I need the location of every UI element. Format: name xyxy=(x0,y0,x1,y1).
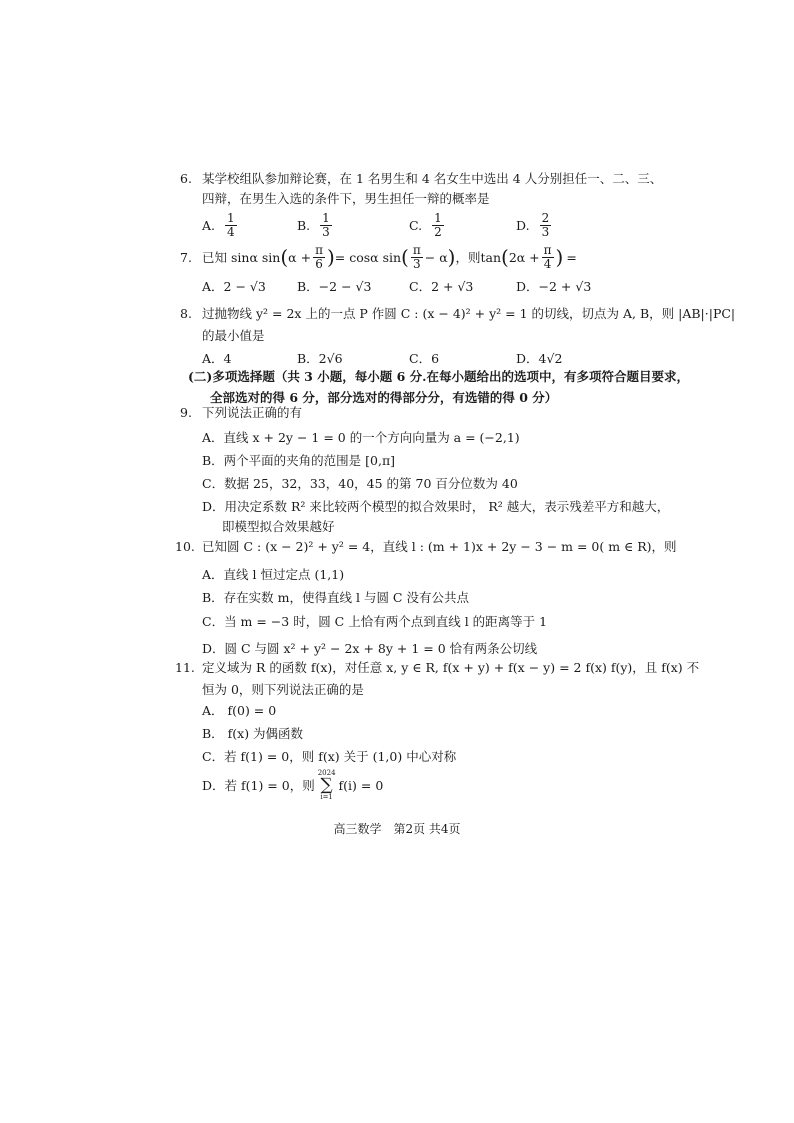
question-7 xyxy=(180,244,620,295)
question-text: 定义域为 R 的函数 f(x)，对任意 x, y ∈ R, f(x + y) + f(x − y) = 2 f(x) f(y)，且 f(x) 不 xyxy=(202,660,700,675)
question-8 xyxy=(180,306,736,367)
page-footer: 高三数学 第2页 共4页 xyxy=(333,822,461,836)
denominator: 3 xyxy=(412,257,421,272)
question-text: 四辩，在男生入选的条件下，男生担任一辩的概率是 xyxy=(202,190,490,206)
summation xyxy=(318,770,336,801)
option-c: C．6 xyxy=(409,351,440,367)
option-a: A．2 − √3 xyxy=(202,279,266,295)
fraction xyxy=(225,212,237,239)
option-b: B．两个平面的夹角的范围是 [0,π] xyxy=(202,453,396,469)
question-number: 11. xyxy=(175,660,195,675)
question-9 xyxy=(180,405,670,535)
numerator: 1 xyxy=(322,211,330,226)
fraction xyxy=(542,244,554,271)
option-letter: D. xyxy=(516,218,530,234)
option-letter: B. xyxy=(297,218,311,234)
denominator: 6 xyxy=(315,257,323,272)
question-11 xyxy=(175,660,700,802)
denominator: 4 xyxy=(543,257,552,272)
question-text: 已知圆 C : (x − 2)² + y² = 4，直线 l : (m + 1)x + 2y − 3 − m = 0( m ∈ R)，则 xyxy=(202,539,677,554)
paren-open: ( xyxy=(501,245,509,270)
numerator: π xyxy=(412,243,421,257)
option-letter: A. xyxy=(202,218,216,234)
fraction xyxy=(540,212,552,239)
fraction xyxy=(320,212,332,239)
option-b: B．2√6 xyxy=(297,351,343,367)
option-d xyxy=(516,212,553,239)
fraction xyxy=(411,244,423,271)
denominator: 2 xyxy=(434,225,442,240)
question-text: 某学校组队参加辩论赛，在 1 名男生和 4 名女生中选出 4 人分别担任一、二、三、 xyxy=(202,171,663,186)
option-a: A．直线 x + 2y − 1 = 0 的一个方向向量为 a = (−2,1) xyxy=(202,429,520,445)
question-text: 下列说法正确的有 xyxy=(202,405,303,420)
question-number: 7. xyxy=(180,249,192,265)
math-term: − α xyxy=(424,249,448,265)
section-instruction: 全部选对的得 6 分，部分选对的得部分分，有选错的得 0 分） xyxy=(210,389,558,405)
option-a: A．4 xyxy=(202,351,232,367)
options-row xyxy=(180,279,620,295)
paren-close: ) xyxy=(326,245,335,270)
numerator: 1 xyxy=(434,211,442,226)
option-d: D．−2 + √3 xyxy=(516,279,592,295)
math-term: sinα sin xyxy=(231,249,281,265)
option-d: D．4√2 xyxy=(516,351,563,367)
option-letter: C. xyxy=(409,218,423,234)
math-term: = cosα sin xyxy=(334,249,402,265)
question-text: 过抛物线 y² = 2x 上的一点 P 作圆 C : (x − 4)² + y² = 1 的切线，切点为 A, B，则 |AB|·|PC| xyxy=(202,306,736,321)
option-text: f(i) = 0 xyxy=(338,777,384,793)
paren-open: ( xyxy=(280,245,289,270)
option-c: C．2 + √3 xyxy=(409,279,474,295)
numerator: 2 xyxy=(541,211,550,226)
question-10 xyxy=(175,539,677,656)
denominator: 4 xyxy=(227,225,235,240)
question-number: 8. xyxy=(180,306,192,321)
option-d xyxy=(175,770,615,801)
question-number: 6. xyxy=(180,171,192,186)
fraction xyxy=(432,212,444,239)
paren-open: ( xyxy=(401,245,409,270)
math-term: α + xyxy=(288,249,312,265)
question-6 xyxy=(180,171,663,240)
option-c: C．数据 25，32，33，40，45 的第 70 百分位数为 40 xyxy=(202,475,518,491)
paren-close: ) xyxy=(555,245,564,270)
options-row xyxy=(180,351,620,367)
section-header-multiple-choice xyxy=(188,369,689,405)
option-b: B．−2 − √3 xyxy=(297,279,372,295)
question-text: 已知 xyxy=(202,249,228,265)
option-a: A．直线 l 恒过定点 (1,1) xyxy=(202,566,345,582)
option-a: A． f(0) = 0 xyxy=(202,703,277,719)
option-d-continued: 即模型拟合效果越好 xyxy=(222,519,335,535)
option-d: D．圆 C 与圆 x² + y² − 2x + 8y + 1 = 0 恰有两条公切线 xyxy=(202,640,538,656)
question-text: 的最小值是 xyxy=(202,327,265,343)
section-instruction: (二)多项选择题（共 3 小题，每小题 6 分.在每小题给出的选项中，有多项符合题目要求， xyxy=(188,369,689,384)
summation-sign: ∑ xyxy=(320,775,333,796)
numerator: 1 xyxy=(227,211,235,226)
numerator: π xyxy=(315,243,323,257)
question-text: ，则 xyxy=(455,249,481,265)
numerator: π xyxy=(543,243,552,257)
math-term: tan xyxy=(480,249,501,265)
option-a xyxy=(202,212,297,239)
options-row xyxy=(180,212,620,239)
question-number: 10. xyxy=(175,539,195,554)
summation-upper: 2024 xyxy=(317,769,336,778)
math-term: = xyxy=(566,249,577,265)
summation-lower: i=1 xyxy=(320,793,333,802)
option-b: B．存在实数 m，使得直线 l 与圆 C 没有公共点 xyxy=(202,590,469,606)
math-term: 2α + xyxy=(508,249,540,265)
option-b: B． f(x) 为偶函数 xyxy=(202,725,304,741)
question-number: 9. xyxy=(180,405,192,420)
option-c: C．若 f(1) = 0，则 f(x) 关于 (1,0) 中心对称 xyxy=(202,748,457,764)
denominator: 3 xyxy=(322,225,330,240)
paren-close: ) xyxy=(447,245,456,270)
option-c: C．当 m = −3 时，圆 C 上恰有两个点到直线 l 的距离等于 1 xyxy=(202,613,548,629)
option-c xyxy=(409,212,516,239)
fraction xyxy=(313,244,325,271)
denominator: 3 xyxy=(541,225,550,240)
option-b xyxy=(297,212,409,239)
option-d: D．用决定系数 R² 来比较两个模型的拟合效果时， R² 越大，表示残差平方和越大， xyxy=(202,498,670,514)
option-text: D．若 f(1) = 0，则 xyxy=(202,777,315,793)
question-text: 恒为 0，则下列说法正确的是 xyxy=(202,681,364,697)
